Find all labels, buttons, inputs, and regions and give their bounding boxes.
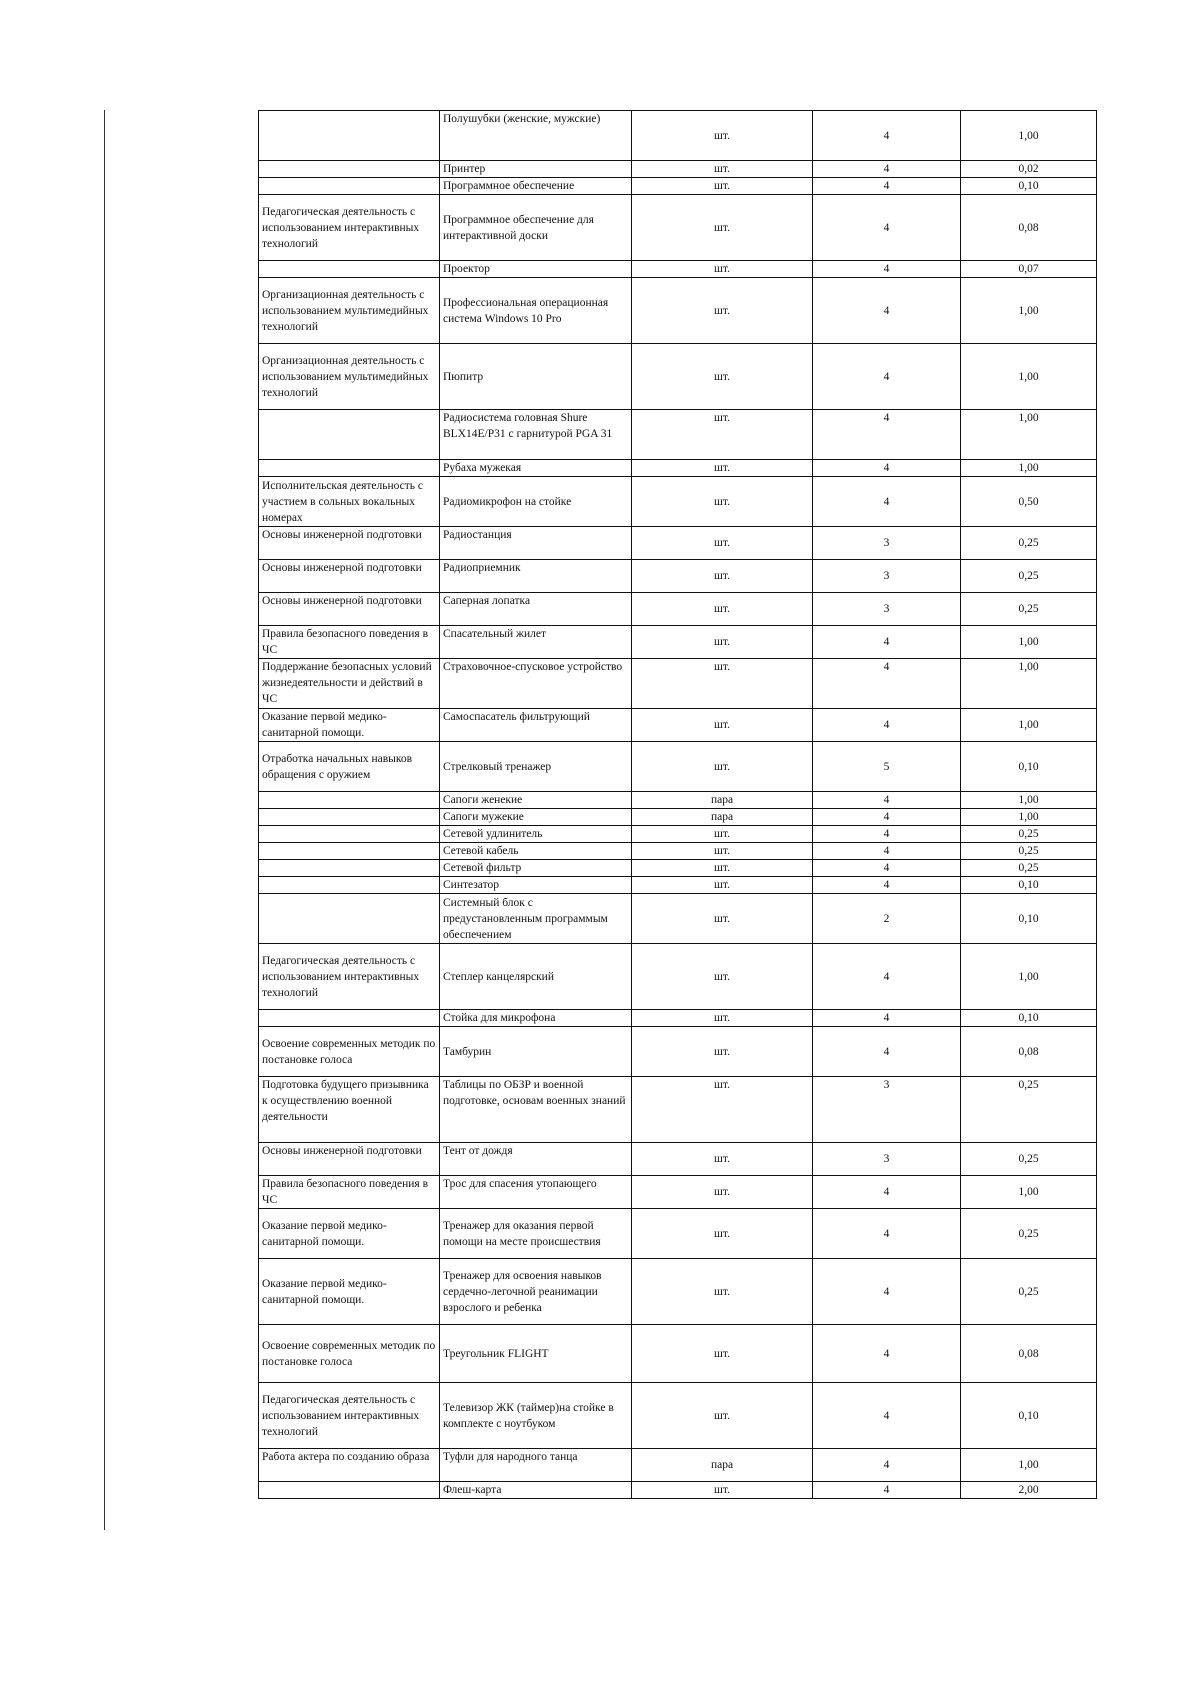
table-row: [259, 659, 1097, 709]
item-cell: Сетевой удлинитель: [440, 826, 632, 843]
table-row: [259, 1010, 1097, 1027]
unit-cell: шт.: [632, 894, 813, 944]
norm-cell: 1,00: [961, 1176, 1097, 1209]
unit-cell: шт.: [632, 195, 813, 261]
unit-cell: шт.: [632, 826, 813, 843]
quantity-cell: 4: [813, 460, 961, 477]
item-cell: Системный блок с предустановленным программым обеспечением: [440, 894, 632, 944]
activity-cell: Правила безопасного поведения в ЧС: [259, 1176, 440, 1209]
norm-cell: 0,10: [961, 742, 1097, 792]
inventory-table-body: [259, 111, 1097, 1499]
norm-cell: 0,08: [961, 1325, 1097, 1383]
activity-cell: [259, 1010, 440, 1027]
item-cell: Тренажер для оказания первой помощи на месте происшествия: [440, 1209, 632, 1259]
quantity-cell: 5: [813, 742, 961, 792]
norm-cell: 1,00: [961, 460, 1097, 477]
norm-cell: 0,10: [961, 178, 1097, 195]
unit-cell: шт.: [632, 560, 813, 593]
item-cell: Треугольник FLIGHT: [440, 1325, 632, 1383]
quantity-cell: 4: [813, 111, 961, 161]
quantity-cell: 3: [813, 593, 961, 626]
table-row: [259, 410, 1097, 460]
norm-cell: 1,00: [961, 626, 1097, 659]
unit-cell: шт.: [632, 111, 813, 161]
table-row: [259, 527, 1097, 560]
item-cell: Телевизор ЖК (таймер)на стойке в комплекте с ноутбуком: [440, 1383, 632, 1449]
unit-cell: пара: [632, 792, 813, 809]
norm-cell: 0,25: [961, 1077, 1097, 1143]
activity-cell: [259, 809, 440, 826]
activity-cell: [259, 261, 440, 278]
table-row: [259, 161, 1097, 178]
norm-cell: 0,08: [961, 195, 1097, 261]
norm-cell: 0,02: [961, 161, 1097, 178]
unit-cell: шт.: [632, 1325, 813, 1383]
table-row: [259, 111, 1097, 161]
unit-cell: шт.: [632, 742, 813, 792]
activity-cell: Основы инженерной подготовки: [259, 560, 440, 593]
unit-cell: пара: [632, 1449, 813, 1482]
norm-cell: 1,00: [961, 344, 1097, 410]
table-row: [259, 843, 1097, 860]
unit-cell: шт.: [632, 860, 813, 877]
activity-cell: Освоение современных методик по постановке голоса: [259, 1027, 440, 1077]
item-cell: Рубаха мужекая: [440, 460, 632, 477]
item-cell: Стойка для микрофона: [440, 1010, 632, 1027]
norm-cell: 0,25: [961, 1209, 1097, 1259]
activity-cell: [259, 826, 440, 843]
activity-cell: [259, 894, 440, 944]
norm-cell: 0,25: [961, 843, 1097, 860]
activity-cell: Оказание первой медико-санитарной помощи.: [259, 1209, 440, 1259]
activity-cell: [259, 111, 440, 161]
quantity-cell: 4: [813, 178, 961, 195]
activity-cell: [259, 843, 440, 860]
norm-cell: 0,10: [961, 1383, 1097, 1449]
activity-cell: [259, 792, 440, 809]
activity-cell: [259, 877, 440, 894]
table-row: [259, 742, 1097, 792]
table-row: [259, 344, 1097, 410]
quantity-cell: 3: [813, 560, 961, 593]
table-row: [259, 1176, 1097, 1209]
norm-cell: 0,10: [961, 877, 1097, 894]
quantity-cell: 4: [813, 1383, 961, 1449]
item-cell: Тренажер для освоения навыков сердечно-легочной реанимации взрослого и ребенка: [440, 1259, 632, 1325]
norm-cell: 0,07: [961, 261, 1097, 278]
quantity-cell: 4: [813, 1209, 961, 1259]
norm-cell: 0,25: [961, 560, 1097, 593]
norm-cell: 0,25: [961, 593, 1097, 626]
activity-cell: [259, 860, 440, 877]
quantity-cell: 4: [813, 161, 961, 178]
item-cell: Программное обеспечение: [440, 178, 632, 195]
item-cell: Флеш-карта: [440, 1482, 632, 1499]
quantity-cell: 2: [813, 894, 961, 944]
unit-cell: шт.: [632, 410, 813, 460]
quantity-cell: 4: [813, 1176, 961, 1209]
table-row: [259, 593, 1097, 626]
quantity-cell: 4: [813, 1010, 961, 1027]
activity-cell: [259, 178, 440, 195]
table-row: [259, 1383, 1097, 1449]
unit-cell: шт.: [632, 1482, 813, 1499]
unit-cell: шт.: [632, 527, 813, 560]
table-row: [259, 1209, 1097, 1259]
unit-cell: шт.: [632, 709, 813, 742]
norm-cell: 0,50: [961, 477, 1097, 527]
table-row: [259, 877, 1097, 894]
activity-cell: Основы инженерной подготовки: [259, 593, 440, 626]
item-cell: Сапоги мужекие: [440, 809, 632, 826]
quantity-cell: 4: [813, 877, 961, 894]
quantity-cell: 4: [813, 278, 961, 344]
item-cell: Радиомикрофон на стойке: [440, 477, 632, 527]
activity-cell: Педагогическая деятельность с использованием интерактивных технологий: [259, 195, 440, 261]
activity-cell: Правила безопасного поведения в ЧС: [259, 626, 440, 659]
item-cell: Синтезатор: [440, 877, 632, 894]
item-cell: Сетевой кабель: [440, 843, 632, 860]
norm-cell: 1,00: [961, 809, 1097, 826]
norm-cell: 1,00: [961, 659, 1097, 709]
table-row: [259, 278, 1097, 344]
norm-cell: 0,25: [961, 826, 1097, 843]
activity-cell: Работа актера по созданию образа: [259, 1449, 440, 1482]
quantity-cell: 4: [813, 410, 961, 460]
table-row: [259, 709, 1097, 742]
activity-cell: Оказание первой медико-санитарной помощи.: [259, 709, 440, 742]
table-row: [259, 1027, 1097, 1077]
unit-cell: шт.: [632, 477, 813, 527]
norm-cell: 0,25: [961, 860, 1097, 877]
quantity-cell: 4: [813, 477, 961, 527]
table-row: [259, 809, 1097, 826]
item-cell: Таблицы по ОБЗР и военной подготовке, основам военных знаний: [440, 1077, 632, 1143]
table-row: [259, 1143, 1097, 1176]
activity-cell: [259, 410, 440, 460]
table-row: [259, 195, 1097, 261]
unit-cell: шт.: [632, 843, 813, 860]
table-row: [259, 792, 1097, 809]
item-cell: Туфли для народного танца: [440, 1449, 632, 1482]
table-row: [259, 261, 1097, 278]
quantity-cell: 4: [813, 843, 961, 860]
norm-cell: 0,10: [961, 1010, 1097, 1027]
table-row: [259, 1325, 1097, 1383]
unit-cell: шт.: [632, 344, 813, 410]
left-margin-line: [104, 110, 105, 1530]
unit-cell: шт.: [632, 1383, 813, 1449]
item-cell: Радиосистема головная Shure BLX14E/P31 с гарнитурой PGA 31: [440, 410, 632, 460]
item-cell: Радиостанция: [440, 527, 632, 560]
activity-cell: Основы инженерной подготовки: [259, 1143, 440, 1176]
inventory-table: [258, 110, 1097, 1499]
unit-cell: шт.: [632, 161, 813, 178]
unit-cell: шт.: [632, 626, 813, 659]
unit-cell: шт.: [632, 877, 813, 894]
item-cell: Степлер канцелярский: [440, 944, 632, 1010]
table-row: [259, 1259, 1097, 1325]
table-row: [259, 178, 1097, 195]
quantity-cell: 4: [813, 1027, 961, 1077]
norm-cell: 0,25: [961, 1259, 1097, 1325]
activity-cell: Подготовка будущего призывника к осуществлению военной деятельности: [259, 1077, 440, 1143]
quantity-cell: 4: [813, 344, 961, 410]
unit-cell: шт.: [632, 278, 813, 344]
unit-cell: шт.: [632, 1209, 813, 1259]
quantity-cell: 4: [813, 944, 961, 1010]
table-row: [259, 894, 1097, 944]
quantity-cell: 4: [813, 1325, 961, 1383]
activity-cell: [259, 460, 440, 477]
unit-cell: шт.: [632, 178, 813, 195]
quantity-cell: 4: [813, 195, 961, 261]
activity-cell: Оказание первой медико-санитарной помощи.: [259, 1259, 440, 1325]
norm-cell: 0,08: [961, 1027, 1097, 1077]
norm-cell: 1,00: [961, 709, 1097, 742]
norm-cell: 0,25: [961, 1143, 1097, 1176]
item-cell: Проектор: [440, 261, 632, 278]
norm-cell: 1,00: [961, 278, 1097, 344]
quantity-cell: 4: [813, 826, 961, 843]
item-cell: Тамбурин: [440, 1027, 632, 1077]
unit-cell: пара: [632, 809, 813, 826]
item-cell: Принтер: [440, 161, 632, 178]
activity-cell: Отработка начальных навыков обращения с оружием: [259, 742, 440, 792]
norm-cell: 2,00: [961, 1482, 1097, 1499]
table-row: [259, 460, 1097, 477]
norm-cell: 1,00: [961, 410, 1097, 460]
unit-cell: шт.: [632, 261, 813, 278]
unit-cell: шт.: [632, 1176, 813, 1209]
item-cell: Радиоприемник: [440, 560, 632, 593]
norm-cell: 1,00: [961, 1449, 1097, 1482]
activity-cell: Поддержание безопасных условий жизнедеятельности и действий в ЧС: [259, 659, 440, 709]
item-cell: Саперная лопатка: [440, 593, 632, 626]
norm-cell: 0,25: [961, 527, 1097, 560]
table-row: [259, 477, 1097, 527]
item-cell: Сетевой фильтр: [440, 860, 632, 877]
table-row: [259, 560, 1097, 593]
item-cell: Трос для спасения утопающего: [440, 1176, 632, 1209]
norm-cell: 1,00: [961, 111, 1097, 161]
item-cell: Самоспасатель фильтрующий: [440, 709, 632, 742]
item-cell: Пюпитр: [440, 344, 632, 410]
activity-cell: [259, 1482, 440, 1499]
unit-cell: шт.: [632, 1143, 813, 1176]
norm-cell: 1,00: [961, 792, 1097, 809]
table-row: [259, 1449, 1097, 1482]
quantity-cell: 4: [813, 709, 961, 742]
table-row: [259, 860, 1097, 877]
unit-cell: шт.: [632, 944, 813, 1010]
unit-cell: шт.: [632, 460, 813, 477]
norm-cell: 0,10: [961, 894, 1097, 944]
norm-cell: 1,00: [961, 944, 1097, 1010]
unit-cell: шт.: [632, 1027, 813, 1077]
item-cell: Стрелковый тренажер: [440, 742, 632, 792]
activity-cell: Исполнительская деятельность с участием в сольных вокальных номерах: [259, 477, 440, 527]
unit-cell: шт.: [632, 659, 813, 709]
table-row: [259, 826, 1097, 843]
activity-cell: [259, 161, 440, 178]
activity-cell: Педагогическая деятельность с использованием интерактивных технологий: [259, 944, 440, 1010]
item-cell: Профессиональная операционная система Windows 10 Pro: [440, 278, 632, 344]
table-row: [259, 1077, 1097, 1143]
table-row: [259, 626, 1097, 659]
item-cell: Программное обеспечение для интерактивной доски: [440, 195, 632, 261]
unit-cell: шт.: [632, 1077, 813, 1143]
quantity-cell: 4: [813, 1449, 961, 1482]
activity-cell: Основы инженерной подготовки: [259, 527, 440, 560]
quantity-cell: 4: [813, 809, 961, 826]
table-row: [259, 944, 1097, 1010]
quantity-cell: 4: [813, 792, 961, 809]
quantity-cell: 4: [813, 1482, 961, 1499]
quantity-cell: 4: [813, 626, 961, 659]
activity-cell: Организационная деятельность с использованием мультимедийных технологий: [259, 344, 440, 410]
quantity-cell: 4: [813, 659, 961, 709]
unit-cell: шт.: [632, 1259, 813, 1325]
quantity-cell: 3: [813, 1143, 961, 1176]
activity-cell: Педагогическая деятельность с использованием интерактивных технологий: [259, 1383, 440, 1449]
unit-cell: шт.: [632, 1010, 813, 1027]
item-cell: Спасательный жилет: [440, 626, 632, 659]
table-row: [259, 1482, 1097, 1499]
item-cell: Тент от дождя: [440, 1143, 632, 1176]
unit-cell: шт.: [632, 593, 813, 626]
item-cell: Полушубки (женские, мужские): [440, 111, 632, 161]
item-cell: Страховочное-спусковое устройство: [440, 659, 632, 709]
quantity-cell: 4: [813, 261, 961, 278]
quantity-cell: 4: [813, 1259, 961, 1325]
quantity-cell: 3: [813, 527, 961, 560]
item-cell: Сапоги женекие: [440, 792, 632, 809]
activity-cell: Организационная деятельность с использованием мультимедийных технологий: [259, 278, 440, 344]
quantity-cell: 4: [813, 860, 961, 877]
quantity-cell: 3: [813, 1077, 961, 1143]
activity-cell: Освоение современных методик по постановке голоса: [259, 1325, 440, 1383]
